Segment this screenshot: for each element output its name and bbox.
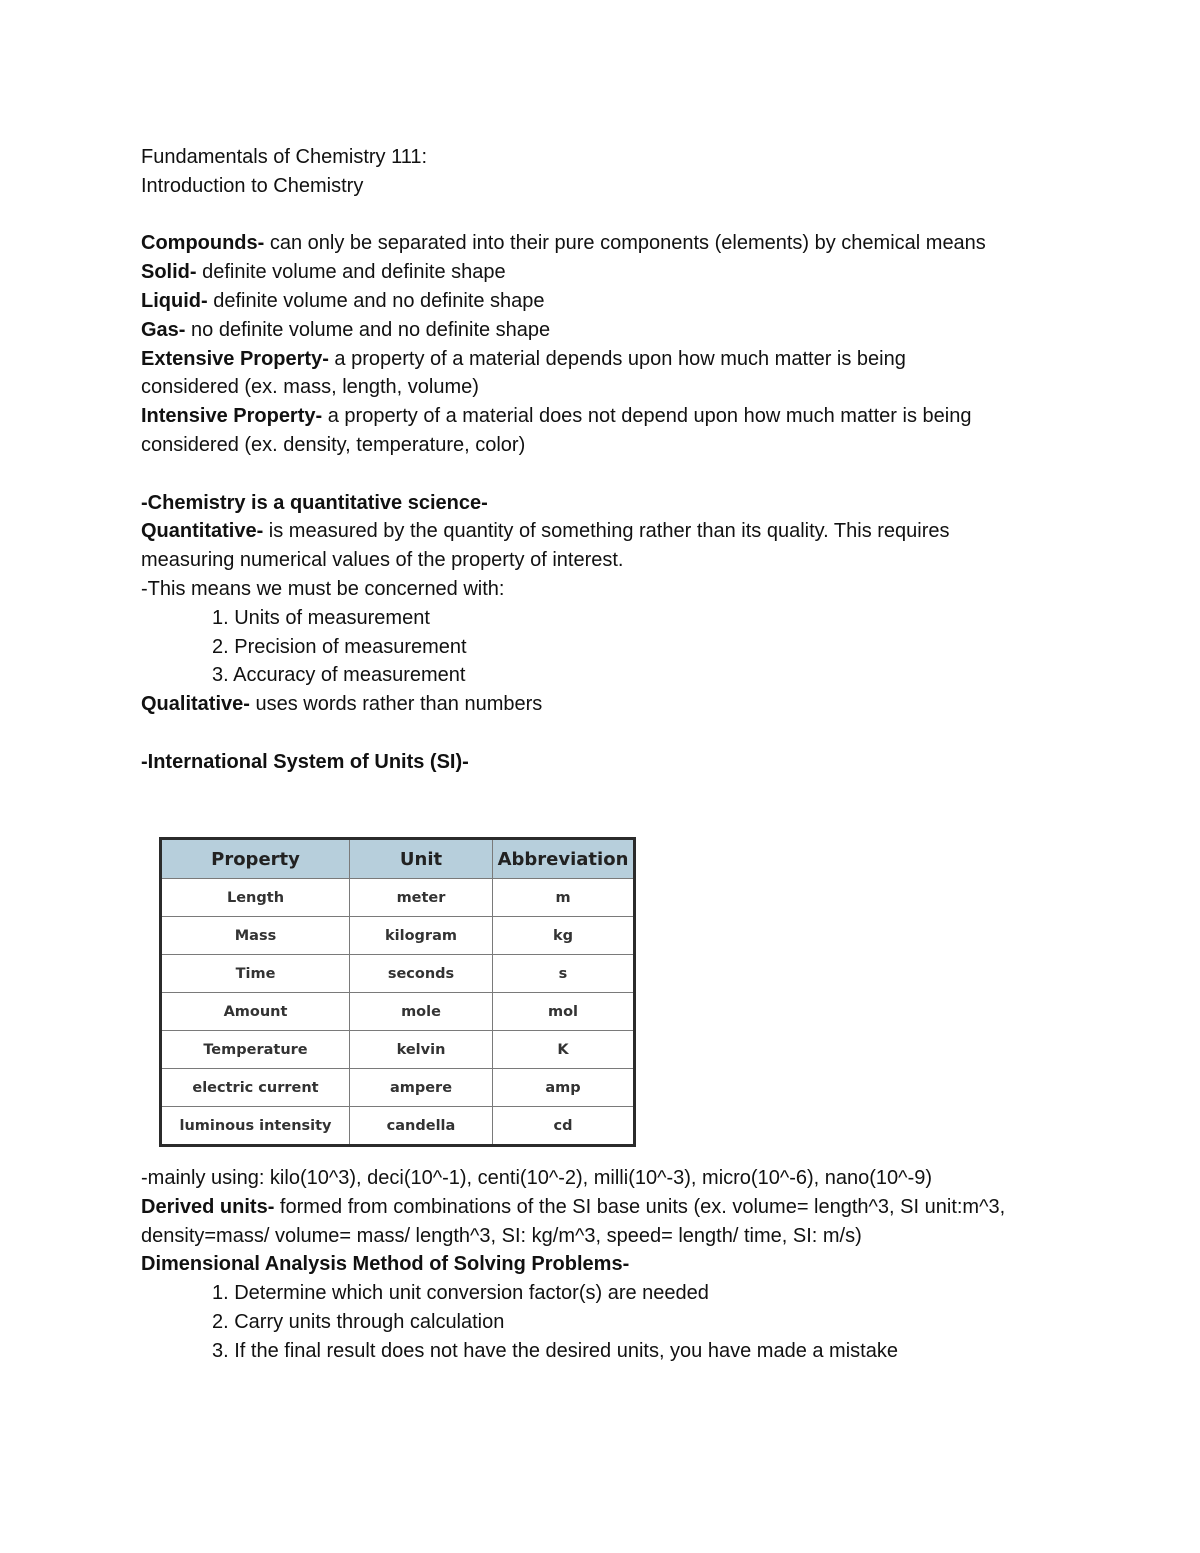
notes-bottom xyxy=(141,1164,1101,1366)
table-row xyxy=(161,993,635,1031)
definition-term: Quantitative- xyxy=(141,520,264,543)
cell-abbreviation: mol xyxy=(493,993,635,1031)
concern-item: 1. Units of measurement xyxy=(212,606,430,629)
definition-term: Solid- xyxy=(141,261,197,284)
definition-term: Liquid- xyxy=(141,289,208,312)
definition-solid xyxy=(141,258,1101,287)
definition-liquid xyxy=(141,287,1101,316)
table-row xyxy=(161,917,635,955)
table-row xyxy=(161,1069,635,1107)
cell-property: Time xyxy=(161,955,350,993)
section-heading-quantitative-science: -Chemistry is a quantitative science- xyxy=(141,491,488,514)
table-row xyxy=(161,1107,635,1146)
definition-text: definite volume and definite shape xyxy=(196,261,506,284)
definition-term: Derived units- xyxy=(141,1195,275,1218)
step-item: 2. Carry units through calculation xyxy=(212,1310,505,1333)
notes-top xyxy=(141,143,1101,777)
definition-term: Intensive Property- xyxy=(141,405,323,428)
definition-extensive-property xyxy=(141,345,981,403)
cell-property: luminous intensity xyxy=(161,1107,350,1146)
table-row xyxy=(161,1031,635,1069)
definition-compounds xyxy=(141,229,1101,258)
cell-unit: meter xyxy=(350,879,493,917)
cell-unit: ampere xyxy=(350,1069,493,1107)
column-header-abbreviation: Abbreviation xyxy=(493,839,635,879)
table-row xyxy=(161,955,635,993)
cell-property: Mass xyxy=(161,917,350,955)
definition-text: is measured by the quantity of something rather than its quality. This requires measuring numerical values of the property of interest. xyxy=(141,520,950,572)
concern-item: 2. Precision of measurement xyxy=(212,635,467,658)
definition-text: a property of a material does not depend upon how much matter is being considered (ex. density, temperature, color) xyxy=(141,405,972,456)
document-subtitle: Introduction to Chemistry xyxy=(141,174,364,197)
cell-unit: kelvin xyxy=(350,1031,493,1069)
definition-gas xyxy=(141,316,1101,345)
section-heading-dimensional-analysis: Dimensional Analysis Method of Solving Problems- xyxy=(141,1253,630,1276)
concern-intro: -This means we must be concerned with: xyxy=(141,577,505,600)
cell-unit: kilogram xyxy=(350,917,493,955)
cell-abbreviation: kg xyxy=(493,917,635,955)
cell-abbreviation: amp xyxy=(493,1069,635,1107)
table-header-row xyxy=(161,839,635,879)
column-header-unit: Unit xyxy=(350,839,493,879)
step-item: 3. If the final result does not have the desired units, you have made a mistake xyxy=(212,1339,898,1362)
cell-abbreviation: K xyxy=(493,1031,635,1069)
cell-property: Amount xyxy=(161,993,350,1031)
definition-intensive-property xyxy=(141,402,1051,460)
step-item: 1. Determine which unit conversion factor(s) are needed xyxy=(212,1282,709,1305)
prefix-list: -mainly using: kilo(10^3), deci(10^-1), centi(10^-2), milli(10^-3), micro(10^-6), nano(10^-9) xyxy=(141,1167,933,1189)
definition-text: can only be separated into their pure components (elements) by chemical means xyxy=(264,232,986,255)
definition-text: formed from combinations of the SI base units (ex. volume= length^3, SI unit:m^3, density=mass/ volume= mass/ length^3, SI: kg/m^3, speed= length/ time, SI: m/s) xyxy=(141,1195,1006,1247)
definition-qualitative xyxy=(141,690,1101,719)
section-heading-si-units: -International System of Units (SI)- xyxy=(141,750,469,773)
si-units-table xyxy=(159,837,636,1147)
definition-term: Compounds- xyxy=(141,232,265,255)
cell-abbreviation: s xyxy=(493,955,635,993)
column-header-property: Property xyxy=(161,839,350,879)
definition-quantitative xyxy=(141,517,1041,575)
cell-unit: seconds xyxy=(350,955,493,993)
definition-text: no definite volume and no definite shape xyxy=(185,318,551,341)
cell-property: electric current xyxy=(161,1069,350,1107)
definition-term: Gas- xyxy=(141,318,186,341)
definition-text: definite volume and no definite shape xyxy=(207,289,545,312)
si-units-table-figure xyxy=(159,837,636,1147)
cell-unit: mole xyxy=(350,993,493,1031)
table-row xyxy=(161,879,635,917)
cell-unit: candella xyxy=(350,1107,493,1146)
definition-derived-units xyxy=(141,1193,1041,1251)
concern-item: 3. Accuracy of measurement xyxy=(212,664,466,687)
definition-term: Extensive Property- xyxy=(141,347,329,370)
definition-text: uses words rather than numbers xyxy=(249,693,543,716)
definition-text: a property of a material depends upon how much matter is being considered (ex. mass, length, volume) xyxy=(141,347,906,399)
cell-abbreviation: cd xyxy=(493,1107,635,1146)
definition-term: Qualitative- xyxy=(141,693,250,716)
cell-property: Temperature xyxy=(161,1031,350,1069)
cell-abbreviation: m xyxy=(493,879,635,917)
cell-property: Length xyxy=(161,879,350,917)
document-title: Fundamentals of Chemistry 111: xyxy=(141,146,428,168)
